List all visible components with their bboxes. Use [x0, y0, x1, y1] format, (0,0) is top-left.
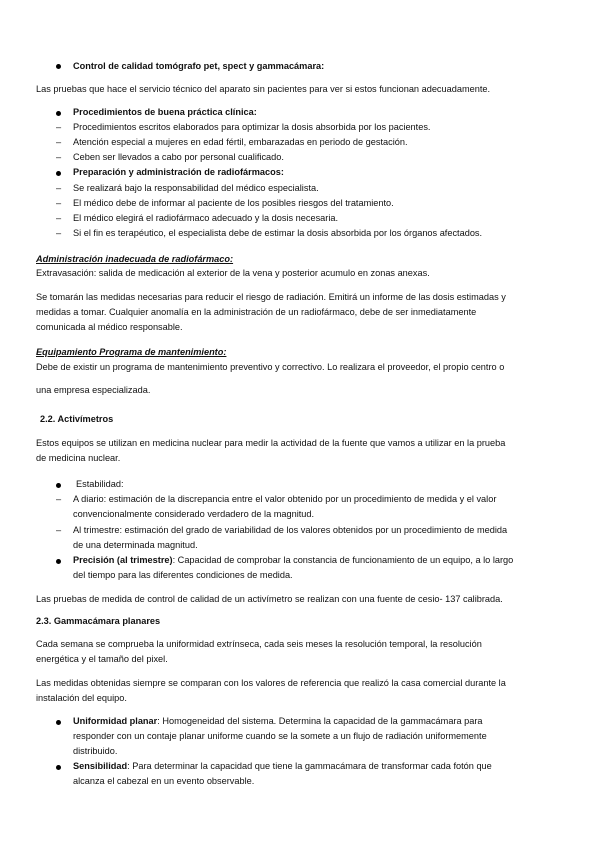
list-item-sensibilidad — [73, 759, 492, 775]
list-item-estabilidad: Estabilidad: — [76, 479, 124, 489]
list-item: El médico elegirá el radiofármaco adecuado y la dosis necesaria. — [73, 213, 339, 223]
list-item: Procedimientos escritos elaborados para optimizar la dosis absorbida por los pacientes. — [73, 122, 431, 132]
section-heading-activimetros: 2.2. Activímetros — [40, 414, 114, 424]
paragraph: Debe de existir un programa de mantenimiento preventivo y correctivo. Lo realizara el proveedor, el propio centro o — [36, 362, 505, 372]
dash-icon: – — [56, 525, 62, 535]
list-item: Al trimestre: estimación del grado de variabilidad de los valores obtenidos por un procedimiento de medida — [73, 525, 508, 535]
list-item: Atención especial a mujeres en edad fértil, embarazadas en periodo de gestación. — [73, 137, 408, 147]
list-item-continuation: distribuido. — [73, 746, 118, 756]
paragraph-line: Cada semana se comprueba la uniformidad extrínseca, cada seis meses la resolución temporal, la resolución — [36, 639, 482, 649]
section-heading-control-calidad: Control de calidad tomógrafo pet, spect y gammacámara: — [73, 61, 325, 71]
list-item-continuation: alcanza el cabezal en un evento observable. — [73, 776, 255, 786]
paragraph-line: Estos equipos se utilizan en medicina nuclear para medir la actividad de la fuente que vamos a utilizar en la prueba — [36, 438, 506, 448]
paragraph-line: Se tomarán las medidas necesarias para reducir el riesgo de radiación. Emitirá un informe de las dosis estimadas y — [36, 292, 506, 302]
dash-icon: – — [56, 152, 62, 162]
list-item: El médico debe de informar al paciente de los posibles riesgos del tratamiento. — [73, 198, 394, 208]
paragraph-line: comunicada al médico responsable. — [36, 322, 183, 332]
precision-text: : Capacidad de comprobar la constancia de funcionamiento de un equipo, a lo largo — [172, 555, 514, 565]
uniformidad-text: : Homogeneidad del sistema. Determina la capacidad de la gammacámara para — [157, 716, 483, 726]
dash-icon: – — [56, 198, 62, 208]
dash-icon: – — [56, 213, 62, 223]
list-item-continuation: convencionalmente considerado verdadero de la magnitud. — [73, 509, 315, 519]
dash-icon: – — [56, 122, 62, 132]
dash-icon: – — [56, 183, 62, 193]
bullet-icon — [56, 765, 61, 770]
paragraph: una empresa especializada. — [36, 385, 151, 395]
paragraph: Extravasación: salida de medicación al exterior de la vena y posterior acumulo en zonas anexas. — [36, 268, 430, 278]
dash-icon: – — [56, 228, 62, 238]
list-item: Se realizará bajo la responsabilidad del médico especialista. — [73, 183, 319, 193]
list-item-continuation: responder con un contaje planar uniforme cuando se la somete a un flujo de radiación uniformemente — [73, 731, 487, 741]
list-item-continuation: del tiempo para las diferentes condiciones de medida. — [73, 570, 293, 580]
list-item-continuation: de una determinada magnitud. — [73, 540, 198, 550]
list-item: Si el fin es terapéutico, el especialista debe de estimar la dosis absorbida por los órganos afectados. — [73, 228, 483, 238]
bullet-icon — [56, 171, 61, 176]
uniformidad-label: Uniformidad planar — [73, 716, 158, 726]
list-item: A diario: estimación de la discrepancia entre el valor obtenido por un procedimiento de medida y el valor — [73, 494, 497, 504]
bullet-icon — [56, 64, 61, 69]
section-heading-administracion-inadecuada: Administración inadecuada de radiofármaco: — [36, 254, 234, 264]
sensibilidad-label: Sensibilidad — [73, 761, 128, 771]
bullet-icon — [56, 559, 61, 564]
list-item-precision — [73, 553, 513, 569]
list-item: Ceben ser llevados a cabo por personal cualificado. — [73, 152, 284, 162]
bullet-icon — [56, 483, 61, 488]
list-item-uniformidad — [73, 714, 483, 730]
section-heading-radiofarmacos: Preparación y administración de radiofármacos: — [73, 167, 284, 177]
paragraph-line: Las medidas obtenidas siempre se comparan con los valores de referencia que realizó la casa comercial durante la — [36, 678, 506, 688]
section-heading-equipamiento: Equipamiento Programa de mantenimiento: — [36, 347, 227, 357]
dash-icon: – — [56, 494, 62, 504]
bullet-icon — [56, 720, 61, 725]
paragraph-line: de medicina nuclear. — [36, 453, 121, 463]
paragraph: Las pruebas de medida de control de calidad de un activímetro se realizan con una fuente de cesio- 137 calibrada. — [36, 594, 503, 604]
section-heading-gammacamara: 2.3. Gammacámara planares — [36, 616, 161, 626]
sensibilidad-text: : Para determinar la capacidad que tiene la gammacámara de transformar cada fotón que — [127, 761, 492, 771]
paragraph: Las pruebas que hace el servicio técnico del aparato sin pacientes para ver si estos funcionan adecuadamente. — [36, 84, 491, 94]
paragraph-line: energética y el tamaño del pixel. — [36, 654, 168, 664]
paragraph-line: medidas a tomar. Cualquier anomalía en la administración de un radiofármaco, debe de ser inmediatamente — [36, 307, 477, 317]
bullet-icon — [56, 111, 61, 116]
dash-icon: – — [56, 137, 62, 147]
section-heading-buena-practica: Procedimientos de buena práctica clínica: — [73, 107, 257, 117]
paragraph-line: instalación del equipo. — [36, 693, 127, 703]
precision-label: Precisión (al trimestre) — [73, 555, 173, 565]
